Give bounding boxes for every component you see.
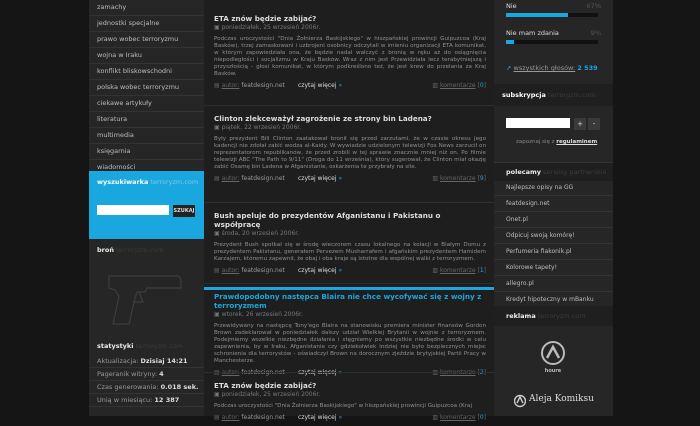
author-label: autor: [221, 82, 240, 89]
menu-item[interactable]: jednostki specjalne [89, 16, 204, 32]
double-arrow-icon: » [338, 175, 343, 182]
comments-link[interactable]: ▥ komentarze [1] [432, 267, 486, 274]
ads-header [494, 306, 613, 326]
article-title[interactable]: Clinton zlekceważył zagrożenie ze strony bin Ladena? [214, 114, 432, 123]
article-body: Podczas uroczystości "Dnia Żołnierza Baskijskiego" w hiszpańskiej prowincji Guipuzcoa (Kraj Basków), trzej zamaskowani i uzbrojeni osobnicy odczytali w imieniu organizacji ETA komunikat, w którym zapowiedziała ona, że będzie nadal walczyć z bronią w ręku aż do osiągnięcia niepodległości i socjalizmu w Kraju Basków. Wraz z nim jest Przewidziała lecz terabytniejszą i przyszłością - głosi komunikat, w którym podkreślono też, że jest krew do przelania za Kraj Basków. [214, 36, 486, 77]
subscribe-header [494, 84, 613, 106]
menu-item[interactable]: wojna w Iraku [89, 48, 204, 64]
read-more-text: czytaj więcej [298, 414, 337, 421]
partner-link[interactable]: Najlepsze opisy na GG [494, 180, 613, 196]
stats-list [89, 355, 204, 407]
ads-title: reklama [506, 312, 536, 320]
subscribe-title: subskrypcja [502, 91, 546, 99]
article-body: Były prezydent Bill Clinton zaatakował bronił się przed zarzutami, że w czasie okresu jego kadencji nie zdołał zabić wodza al-Kaidy. W wywiadzie udzielonym telewizji Fox News zarzucił on reprezentatorom republikanów, że przed zrobili w tej sprawie znacznie mniej niż on. Po filmie telewizji ABC "The Path to 9/11" (Droga do 11 września), który sugerował, że Clinton miał okazję zabić Osamę bin Ladena w Afganistanie, oskarżenia te przybrały na sile. [214, 136, 486, 170]
stats-label: Aktualizacja: [97, 357, 141, 365]
search-button[interactable]: SZUKAJ [173, 205, 195, 217]
subscribe-button[interactable]: + [574, 118, 586, 130]
search-box [89, 171, 204, 239]
article-date-text: wtorek, 26 wrzesień 2006r. [221, 311, 303, 318]
comments-count: 9 [479, 175, 484, 182]
comments-label: komentarze [439, 414, 476, 421]
comment-icon: ▥ [432, 82, 440, 89]
comments-label: komentarze [439, 175, 476, 182]
comment-icon: ▥ [432, 267, 440, 274]
stats-label: Czas generowania: [97, 383, 161, 391]
author-name[interactable]: featdesign.net [241, 414, 285, 421]
comments-link[interactable]: ▥ komentarze [0] [432, 82, 486, 89]
article-date [214, 391, 486, 398]
article-divider [204, 372, 494, 373]
ads-title-sub: terroryzm.com [537, 312, 586, 320]
bron-title-sub: terroryzm.com [115, 246, 164, 254]
main-menu [89, 0, 204, 176]
partner-link[interactable]: featdesign.net [494, 196, 613, 212]
author-name[interactable]: featdesign.net [241, 175, 285, 182]
read-more-text: czytaj więcej [298, 267, 337, 274]
stats-value: 12 387 [154, 396, 180, 404]
aleja-komiksu-text: Aleja Komiksu [529, 394, 594, 404]
search-input[interactable] [97, 205, 169, 215]
article-title[interactable]: ETA znów będzie zabijać? [214, 14, 317, 23]
houre-logo-text: houre [544, 368, 562, 374]
article-footer [214, 369, 486, 381]
menu-item[interactable]: księgarnia [89, 144, 204, 160]
search-title: wyszukiwarka [97, 178, 149, 186]
article-footer [214, 267, 486, 279]
menu-item[interactable]: literatura [89, 112, 204, 128]
user-icon: ▤ [214, 175, 222, 182]
read-more-link[interactable] [298, 175, 342, 182]
search-title-sub: terroryzm.com [150, 178, 199, 186]
menu-item[interactable]: konflikt bliskowschodni [89, 64, 204, 80]
article-author [214, 414, 285, 421]
calendar-icon: ▣ [214, 311, 222, 318]
stats-line [89, 355, 204, 367]
links-title-sub: serwisy partnerskie [543, 168, 607, 176]
links-header [494, 162, 613, 181]
stats-value: 0.018 sek. [160, 383, 199, 391]
read-more-text: czytaj więcej [298, 82, 337, 89]
menu-item[interactable]: polska wobec terroryzmu [89, 80, 204, 96]
user-icon: ▤ [214, 414, 222, 421]
pistol-icon [99, 268, 189, 328]
article [214, 292, 486, 381]
user-icon: ▤ [214, 267, 222, 274]
menu-item[interactable]: multimedia [89, 128, 204, 144]
stats-line [89, 368, 204, 380]
houre-logo-icon [538, 340, 568, 366]
partner-link[interactable]: allegro.pl [494, 276, 613, 292]
comic-icon [514, 394, 526, 408]
article [214, 14, 486, 94]
double-arrow-icon: » [338, 267, 343, 274]
poll-total-label[interactable]: wszystkich głosów: [513, 64, 576, 72]
poll-option-bar-fill [506, 40, 514, 44]
read-more-link[interactable] [298, 414, 342, 421]
article [214, 381, 486, 426]
article-divider [204, 105, 494, 106]
article-date-text: poniedziałek, 25 wrzesień 2006r. [221, 24, 321, 31]
poll-total-value: 2 539 [577, 64, 598, 72]
comments-count: 0 [479, 414, 484, 421]
poll-icon: ➚ [506, 64, 514, 72]
comments-link[interactable]: ▥ komentarze [0] [432, 414, 486, 421]
poll-option-pct: 67% [586, 2, 601, 10]
partner-link[interactable]: Odpicuj swoją komórę! [494, 228, 613, 244]
author-label: autor: [221, 267, 240, 274]
read-more-link[interactable] [298, 267, 342, 274]
double-arrow-icon: » [338, 82, 343, 89]
stats-value: 4 [159, 370, 164, 378]
article-body: Prezydent Bush spotkał się w środę wieczorem czasu lokalnego na kolacji w Białym Domu z prezydentem Pakistanu, generałem Pervezem Musharrafem i afgańskim prezydentem Hamidem Karzajem, któremu zapewnił, że obaj i oba kraje są istotne dla wspólnej walki z terroryzmem. [214, 242, 486, 262]
poll-option-bar-fill [506, 13, 568, 17]
bron-title: broń [97, 246, 114, 254]
partner-link[interactable]: Kolorowe tapety! [494, 260, 613, 276]
menu-item[interactable]: ciekawe artykuły [89, 96, 204, 112]
main-content [204, 0, 494, 421]
menu-item[interactable]: zamachy [89, 0, 204, 16]
partner-link[interactable]: Kredyt hipoteczny w mBanku [494, 292, 613, 308]
menu-item[interactable]: wiadomości [89, 160, 204, 176]
author-name[interactable]: featdesign.net [241, 82, 285, 89]
comment-icon: ▥ [432, 175, 440, 182]
author-label: autor: [221, 414, 240, 421]
article-title[interactable]: Prawdopodobny następca Blaira nie chce wycofywać się z wojny z terroryzmem [214, 292, 482, 310]
read-more-link[interactable] [298, 82, 342, 89]
partner-link[interactable]: Onet.pl [494, 212, 613, 228]
author-name[interactable]: featdesign.net [241, 267, 285, 274]
article-title[interactable]: ETA znów będzie zabijać? [214, 381, 317, 390]
article-author [214, 82, 285, 89]
subscribe-title-sub: terroryzm.com [547, 91, 596, 99]
calendar-icon: ▣ [214, 230, 222, 237]
subscribe-note [516, 139, 597, 145]
menu-item[interactable]: prawo wobec terroryzmu [89, 32, 204, 48]
article-body: Podczas uroczystości "Dnia Żołnierza Baskijskiego" w hiszpańskiej prowincji Guipuzcoa (Kraj [214, 403, 473, 409]
comments-label: komentarze [439, 267, 476, 274]
stats-label: Pageranik witryny: [97, 370, 160, 378]
poll-option-pct: 9% [590, 29, 601, 37]
comments-label: komentarze [439, 82, 476, 89]
stats-label: Unią w miesiącu: [97, 396, 155, 404]
article-date-text: środa, 20 wrzesień 2006r. [221, 230, 300, 237]
article-title[interactable]: Bush apeluje do prezydentów Afganistanu i Pakistanu o współpracę [214, 211, 441, 229]
article-divider [204, 283, 494, 284]
calendar-icon: ▣ [214, 24, 222, 31]
stats-title-sub: terroryzm.com [135, 342, 184, 350]
poll-option-bar [506, 40, 598, 44]
comments-count: 0 [479, 82, 484, 89]
highlight-divider [204, 287, 494, 290]
poll-option-label: Nie mam zdania [506, 29, 559, 37]
article-body: Przewidywany na następcę Tony'ego Blaira na stanowisku premiera minister finansów Gordon Brown zadeklarował w poniedziałek dalszy udział Wielkiej Brytanii w wojnie z terroryzmem. Podejmiemy wszelkie niezbędne działania i stęgniemy po wszystkie niezbędne środki w celu zapewnienia, by w Iraku, Afganistanie czy gdziekolwiek indziej nie było bezpiecznych miejsc schronienia dla terrorystów - oświadczył Brown na dorocznym zjeździe brytyjskiej Partii Pracy w Manchesterze. [214, 323, 486, 364]
author-label: autor: [221, 175, 240, 182]
double-arrow-icon: » [338, 414, 343, 421]
comments-count: 1 [479, 267, 484, 274]
article-footer [214, 175, 486, 187]
stats-line [89, 381, 204, 393]
read-more-text: czytaj więcej [298, 175, 337, 182]
article [214, 114, 486, 187]
user-icon: ▤ [214, 82, 222, 89]
calendar-icon: ▣ [214, 391, 222, 398]
comments-link[interactable]: ▥ komentarze [9] [432, 175, 486, 182]
stats-value: Dzisiaj 14:21 [140, 357, 188, 365]
aleja-komiksu-logo[interactable] [514, 393, 604, 413]
right-sidebar [494, 0, 613, 416]
article-date [214, 230, 486, 237]
rules-link[interactable]: regulaminem [556, 139, 598, 145]
stats-line [89, 394, 204, 406]
subscribe-note-text: zapoznaj się z [516, 139, 555, 145]
article-author [214, 175, 285, 182]
article-author [214, 267, 285, 274]
article-date-text: piątek, 22 wrzesień 2006r. [221, 124, 302, 131]
poll-total [506, 64, 598, 72]
links-title: polecamy [506, 168, 542, 176]
left-sidebar [89, 0, 204, 416]
stats-header [89, 337, 204, 355]
article-date [214, 311, 486, 318]
stats-title: statystyki [97, 342, 134, 350]
article [214, 211, 486, 279]
subscribe-email-input[interactable] [506, 118, 570, 128]
comment-icon: ▥ [432, 414, 440, 421]
partner-links [494, 180, 613, 308]
poll-option-bar [506, 13, 598, 17]
article-date-text: poniedziałek, 25 wrzesień 2006r. [221, 391, 321, 398]
article-date [214, 124, 486, 131]
partner-link[interactable]: Perfumeria fiakonik.pl [494, 244, 613, 260]
poll-option-label: Nie [506, 2, 517, 10]
article-footer [214, 82, 486, 94]
article-date [214, 24, 486, 31]
houre-logo[interactable] [538, 340, 568, 374]
search-header [89, 171, 204, 193]
bron-header [89, 239, 212, 261]
unsubscribe-button[interactable]: - [588, 118, 600, 130]
article-divider [204, 202, 494, 203]
calendar-icon: ▣ [214, 124, 222, 131]
